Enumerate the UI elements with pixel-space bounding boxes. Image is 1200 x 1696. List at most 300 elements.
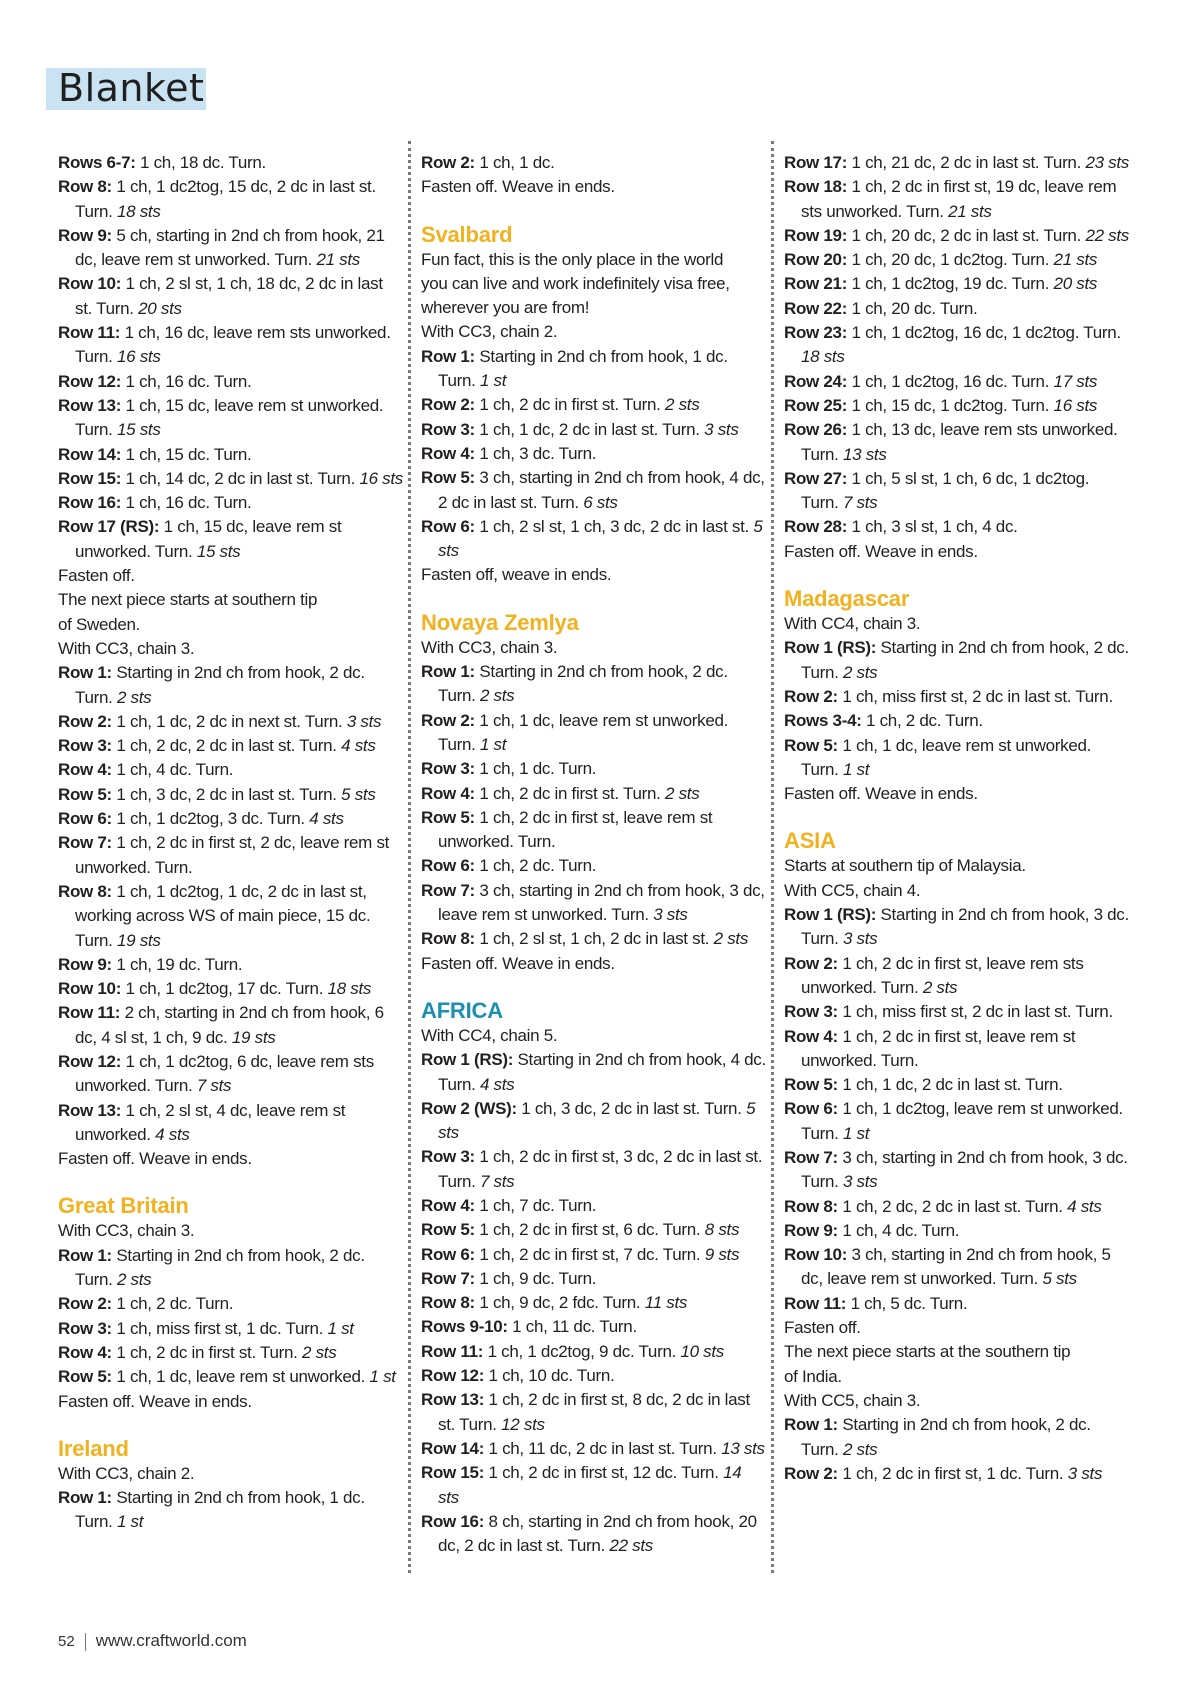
row-label: Row 8:: [58, 177, 112, 197]
instruction-text: With CC3, chain 3.: [58, 1221, 195, 1241]
pattern-row: [784, 272, 1129, 296]
pattern-row: [58, 515, 403, 564]
pattern-row: [421, 515, 766, 564]
pattern-row: [421, 1388, 766, 1437]
stitch-count: 1 st: [842, 1123, 870, 1143]
instruction-text: With CC5, chain 4.: [784, 880, 921, 900]
stitch-count: 12 sts: [501, 1414, 545, 1434]
row-instruction: 1 ch, 2 dc in first st, leave rem st unworked. Turn.: [801, 1026, 1076, 1070]
row-instruction: Starting in 2nd ch from hook, 2 dc. Turn.: [801, 638, 1129, 682]
row-instruction: 1 ch, 1 dc, 2 dc in next st. Turn.: [111, 711, 347, 731]
pattern-row: [58, 467, 403, 491]
row-instruction: 1 ch, 2 dc in first st, 2 dc, leave rem st unworked. Turn.: [75, 833, 390, 877]
row-label: Row 5:: [58, 1367, 112, 1387]
row-label: Row 5:: [784, 735, 838, 755]
instruction-text: Fasten off. Weave in ends.: [421, 953, 615, 973]
row-instruction: Starting in 2nd ch from hook, 1 dc. Turn.: [75, 1488, 365, 1532]
pattern-row: [784, 175, 1129, 224]
stitch-count: 21 sts: [948, 201, 992, 221]
row-instruction: 5 ch, starting in 2nd ch from hook, 21 dc, leave rem st unworked. Turn.: [75, 225, 385, 270]
row-instruction: 1 ch, 2 dc, 2 dc in last st. Turn.: [837, 1196, 1068, 1216]
stitch-count: 1 st: [116, 1512, 144, 1532]
row-instruction: 1 ch, 2 dc in first st. Turn.: [474, 395, 665, 415]
stitch-count: 18 sts: [801, 347, 845, 367]
pattern-row: [58, 758, 403, 782]
row-label: Row 24:: [784, 371, 848, 391]
row-label: Rows 3-4:: [784, 711, 862, 731]
pattern-row: [421, 1437, 766, 1461]
pattern-row: [421, 709, 766, 758]
row-instruction: 1 ch, 2 dc in first st, leave rem sts unworked. Turn.: [801, 953, 1084, 997]
pattern-row: [421, 393, 766, 417]
row-label: Row 7:: [421, 1268, 475, 1288]
pattern-row: [784, 1146, 1129, 1195]
instruction-text: Fasten off.: [784, 1318, 861, 1338]
instruction-text: The next piece starts at southern tip: [58, 590, 318, 610]
row-instruction: 1 ch, 2 dc in first st, 7 dc. Turn.: [474, 1244, 705, 1264]
row-instruction: 1 ch, 2 dc in first st, leave rem st unworked. Turn.: [438, 807, 713, 852]
row-label: Row 13:: [58, 395, 122, 415]
row-label: Row 1:: [58, 1245, 112, 1265]
pattern-row: [784, 515, 1129, 539]
pattern-row: [58, 734, 403, 758]
row-instruction: 1 ch, 2 dc in first st, 6 dc. Turn.: [474, 1220, 705, 1240]
stitch-count: 4 sts: [341, 736, 376, 756]
page-footer: [58, 1630, 247, 1653]
instruction-text: Fasten off. Weave in ends.: [784, 541, 978, 561]
row-label: Row 11:: [421, 1341, 484, 1361]
pattern-row: [58, 443, 403, 467]
pattern-column-2: [421, 151, 766, 1558]
section-heading: Madagascar: [784, 586, 910, 612]
row-instruction: 1 ch, 11 dc. Turn.: [507, 1317, 637, 1337]
row-instruction: 1 ch, 2 sl st, 4 dc, leave rem st unworked.: [75, 1100, 346, 1144]
stitch-count: 3 sts: [653, 905, 688, 925]
pattern-row: [421, 1510, 766, 1559]
row-instruction: 1 ch, 1 dc, 2 dc in last st. Turn.: [474, 419, 705, 439]
row-label: Row 15:: [421, 1463, 485, 1483]
pattern-row: [58, 491, 403, 515]
pattern-row: [784, 685, 1129, 709]
row-label: Row 14:: [421, 1438, 485, 1458]
instruction-text: Fasten off. Weave in ends.: [58, 1149, 252, 1169]
instruction-text: Fasten off. Weave in ends.: [784, 784, 978, 804]
pattern-row: [58, 175, 403, 224]
pattern-row: [58, 1099, 403, 1148]
row-instruction: 1 ch, 15 dc, 1 dc2tog. Turn.: [847, 395, 1054, 415]
stitch-count: 7 sts: [842, 493, 878, 513]
stitch-count: 7 sts: [479, 1171, 515, 1191]
row-label: Row 1:: [421, 346, 475, 366]
instruction-text: Starts at southern tip of Malaysia.: [784, 856, 1026, 876]
row-instruction: 1 ch, 2 dc. Turn.: [474, 856, 597, 876]
row-label: Row 4:: [421, 443, 475, 463]
row-instruction: 1 ch, 1 dc2tog, 15 dc, 2 dc in last st. Turn.: [75, 177, 376, 221]
row-label: Row 17 (RS):: [58, 517, 160, 537]
row-instruction: Starting in 2nd ch from hook, 1 dc. Turn.: [438, 346, 728, 391]
row-label: Row 4:: [421, 1195, 475, 1215]
row-instruction: 1 ch, 3 dc, 2 dc in last st. Turn.: [516, 1098, 747, 1118]
stitch-count: 22 sts: [1085, 225, 1129, 245]
stitch-count: 1 st: [327, 1318, 354, 1338]
pattern-row: [784, 224, 1129, 248]
stitch-count: 2 sts: [713, 929, 749, 949]
row-instruction: 1 ch, 5 sl st, 1 ch, 6 dc, 1 dc2tog. Turn.: [801, 468, 1090, 513]
stitch-count: 2 sts: [842, 662, 878, 682]
row-instruction: 1 ch, 2 sl st, 1 ch, 3 dc, 2 dc in last st.: [474, 516, 754, 536]
stitch-count: 13 sts: [721, 1438, 765, 1458]
instruction-text: of Sweden.: [58, 614, 141, 634]
row-instruction: 1 ch, 2 dc in first st, 19 dc, leave rem sts unworked. Turn.: [801, 177, 1117, 221]
stitch-count: 18 sts: [327, 979, 372, 999]
row-instruction: 1 ch, 16 dc. Turn.: [121, 493, 252, 513]
row-label: Row 3:: [421, 759, 475, 779]
row-label: Row 8:: [58, 881, 112, 901]
pattern-row: [421, 418, 766, 442]
row-instruction: 1 ch, 2 dc in first st, 12 dc. Turn.: [484, 1463, 724, 1483]
pattern-row: [58, 1001, 403, 1050]
row-label: Row 11:: [784, 1293, 847, 1313]
row-instruction: 1 ch, 1 dc, leave rem st unworked. Turn.: [438, 710, 729, 754]
pattern-row: [58, 321, 403, 370]
row-label: Row 1:: [784, 1415, 838, 1435]
instruction-text: Fasten off.: [58, 566, 135, 586]
instruction-text: Fasten off, weave in ends.: [421, 565, 612, 585]
pattern-row: [784, 467, 1129, 516]
pattern-row: [58, 1292, 403, 1316]
instruction-text: With CC3, chain 3.: [58, 638, 195, 658]
row-label: Row 6:: [421, 516, 475, 536]
instruction-text: you can live and work indefinitely visa free,: [421, 273, 730, 293]
stitch-count: 16 sts: [116, 347, 161, 367]
stitch-count: 6 sts: [583, 492, 618, 512]
row-label: Row 27:: [784, 468, 848, 488]
row-label: Row 6:: [784, 1099, 838, 1119]
pattern-row: [784, 1073, 1129, 1097]
row-label: Row 12:: [58, 1051, 122, 1071]
stitch-count: 1 st: [369, 1367, 396, 1387]
row-instruction: 1 ch, 2 dc in first st. Turn.: [111, 1342, 302, 1362]
instruction-text: With CC5, chain 3.: [784, 1390, 921, 1410]
row-label: Row 1 (RS):: [421, 1050, 514, 1070]
instruction-text: With CC4, chain 5.: [421, 1025, 558, 1045]
pattern-row: [421, 1194, 766, 1218]
row-label: Row 10:: [58, 979, 122, 999]
row-instruction: 1 ch, 1 dc2tog, 1 dc, 2 dc in last st, working across WS of main piece, 15 dc. Turn.: [75, 881, 371, 950]
pattern-row: [421, 1364, 766, 1388]
row-label: Row 17:: [784, 153, 848, 172]
instruction-text: With CC3, chain 2.: [421, 322, 558, 342]
pattern-row: [784, 734, 1129, 783]
row-instruction: Starting in 2nd ch from hook, 2 dc. Turn.: [75, 1245, 365, 1290]
row-instruction: 1 ch, 1 dc, leave rem st unworked. Turn.: [801, 735, 1092, 779]
row-label: Row 11:: [58, 323, 121, 343]
row-label: Row 18:: [784, 177, 848, 197]
row-instruction: 1 ch, 15 dc, leave rem st unworked. Turn.: [75, 517, 342, 561]
row-instruction: 3 ch, starting in 2nd ch from hook, 4 dc, 2 dc in last st. Turn.: [438, 468, 765, 512]
pattern-row: [58, 880, 403, 953]
pattern-row: [421, 879, 766, 928]
pattern-row: [58, 807, 403, 831]
row-label: Row 13:: [58, 1100, 122, 1120]
stitch-count: 11 sts: [644, 1293, 688, 1313]
pattern-row: [58, 661, 403, 710]
row-instruction: 1 ch, 1 dc2tog, 6 dc, leave rem sts unworked. Turn.: [75, 1051, 374, 1096]
row-label: Row 1 (RS):: [784, 905, 877, 925]
stitch-count: 4 sts: [155, 1124, 190, 1144]
pattern-row: [784, 952, 1129, 1001]
page-title: Blanket: [58, 66, 205, 110]
stitch-count: 5 sts: [438, 1098, 756, 1143]
row-instruction: 1 ch, 15 dc, leave rem st unworked. Turn.: [75, 395, 384, 440]
section-heading: Great Britain: [58, 1193, 189, 1219]
row-label: Row 2:: [421, 153, 475, 172]
row-label: Row 9:: [784, 1220, 838, 1240]
row-instruction: 1 ch, 4 dc. Turn.: [837, 1220, 960, 1240]
row-label: Row 8:: [421, 1293, 475, 1313]
pattern-row: [58, 224, 403, 273]
row-instruction: 1 ch, 2 dc in first st, 8 dc, 2 dc in last st. Turn.: [438, 1390, 750, 1434]
row-instruction: 1 ch, 1 dc.: [474, 153, 555, 172]
row-label: Row 3:: [421, 419, 475, 439]
row-label: Row 14:: [58, 444, 122, 464]
row-label: Row 5:: [421, 468, 475, 488]
pattern-row: [784, 1000, 1129, 1024]
stitch-count: 19 sts: [231, 1027, 276, 1047]
stitch-count: 2 sts: [665, 783, 700, 803]
row-instruction: 1 ch, 7 dc. Turn.: [474, 1195, 597, 1215]
stitch-count: 13 sts: [842, 444, 887, 464]
pattern-row: [421, 1243, 766, 1267]
row-label: Row 9:: [58, 954, 112, 974]
row-label: Row 5:: [784, 1075, 838, 1095]
pattern-row: [784, 1219, 1129, 1243]
row-instruction: 1 ch, 20 dc, 1 dc2tog. Turn.: [847, 250, 1054, 270]
pattern-row: [421, 757, 766, 781]
pattern-row: [784, 1462, 1129, 1486]
pattern-row: [784, 248, 1129, 272]
stitch-count: 3 sts: [346, 711, 382, 731]
row-instruction: Starting in 2nd ch from hook, 2 dc. Turn.: [75, 663, 365, 707]
stitch-count: 14 sts: [438, 1463, 742, 1507]
instruction-text: Fasten off. Weave in ends.: [421, 177, 615, 197]
stitch-count: 5 sts: [1042, 1269, 1077, 1289]
row-label: Row 2:: [421, 395, 475, 415]
stitch-count: 17 sts: [1053, 371, 1098, 391]
row-label: Row 11:: [58, 1003, 121, 1023]
section-heading: Svalbard: [421, 221, 513, 247]
row-label: Row 3:: [784, 1002, 838, 1022]
pattern-row: [784, 1292, 1129, 1316]
row-label: Rows 6-7:: [58, 153, 136, 172]
stitch-count: 5 sts: [341, 784, 376, 804]
pattern-row: [58, 831, 403, 880]
row-instruction: 1 ch, 19 dc. Turn.: [111, 954, 243, 974]
row-label: Row 13:: [421, 1390, 485, 1410]
row-label: Row 1 (RS):: [784, 638, 877, 658]
row-label: Row 5:: [421, 807, 475, 827]
row-label: Row 3:: [58, 736, 112, 756]
stitch-count: 2 sts: [116, 1270, 152, 1290]
pattern-row: [421, 927, 766, 951]
pattern-row: [421, 1048, 766, 1097]
row-label: Row 7:: [784, 1147, 838, 1167]
pattern-row: [421, 782, 766, 806]
instruction-text: of India.: [784, 1366, 842, 1386]
pattern-column-3: [784, 151, 1129, 1486]
row-instruction: 1 ch, 9 dc. Turn.: [474, 1268, 597, 1288]
page-number: 52: [58, 1633, 75, 1650]
row-instruction: 1 ch, 13 dc, leave rem sts unworked. Turn.: [801, 420, 1118, 464]
row-instruction: 1 ch, miss first st, 1 dc. Turn.: [111, 1318, 328, 1338]
row-label: Row 16:: [58, 493, 122, 513]
row-label: Row 12:: [58, 371, 122, 391]
row-label: Row 2:: [421, 710, 475, 730]
pattern-column-1: [58, 151, 403, 1535]
pattern-row: [58, 151, 403, 175]
stitch-count: 2 sts: [302, 1342, 337, 1362]
pattern-row: [421, 660, 766, 709]
pattern-row: [784, 321, 1129, 370]
row-instruction: 1 ch, 2 dc in first st, 3 dc, 2 dc in last st. Turn.: [438, 1147, 763, 1191]
stitch-count: 4 sts: [309, 809, 344, 829]
row-instruction: 1 ch, 15 dc. Turn.: [121, 444, 252, 464]
pattern-row: [421, 1461, 766, 1510]
stitch-count: 20 sts: [1053, 274, 1098, 294]
stitch-count: 3 sts: [842, 929, 878, 949]
row-label: Row 15:: [58, 468, 122, 488]
section-heading: Novaya Zemlya: [421, 609, 579, 635]
stitch-count: 20 sts: [138, 298, 182, 318]
row-instruction: 1 ch, 20 dc. Turn.: [847, 298, 978, 318]
column-divider: [408, 141, 411, 1573]
row-instruction: 1 ch, 1 dc, 2 dc in last st. Turn.: [837, 1075, 1063, 1095]
row-instruction: 1 ch, 2 sl st, 1 ch, 2 dc in last st.: [474, 929, 714, 949]
row-label: Row 7:: [58, 833, 112, 853]
stitch-count: 2 sts: [665, 395, 700, 415]
row-label: Row 21:: [784, 274, 848, 294]
row-instruction: 1 ch, 2 dc. Turn.: [111, 1294, 234, 1314]
row-instruction: Starting in 2nd ch from hook, 3 dc. Turn.: [801, 905, 1129, 949]
pattern-row: [58, 1365, 403, 1389]
pattern-row: [421, 1097, 766, 1146]
row-label: Rows 9-10:: [421, 1317, 508, 1337]
pattern-row: [58, 1341, 403, 1365]
row-instruction: 1 ch, 1 dc2tog, 19 dc. Turn.: [847, 274, 1054, 294]
row-label: Row 8:: [421, 929, 475, 949]
stitch-count: 3 sts: [842, 1172, 878, 1192]
pattern-row: [58, 1317, 403, 1341]
row-instruction: 1 ch, 3 dc, 2 dc in last st. Turn.: [111, 784, 342, 804]
instruction-text: The next piece starts at the southern tip: [784, 1342, 1071, 1362]
pattern-row: [421, 1218, 766, 1242]
row-instruction: Starting in 2nd ch from hook, 2 dc. Turn.: [801, 1415, 1091, 1459]
pattern-row: [58, 710, 403, 734]
instruction-text: wherever you are from!: [421, 298, 590, 318]
pattern-row: [421, 1340, 766, 1364]
row-label: Row 1:: [421, 662, 475, 682]
row-label: Row 28:: [784, 517, 848, 537]
pattern-row: [58, 394, 403, 443]
row-label: Row 6:: [58, 809, 112, 829]
row-label: Row 9:: [58, 225, 112, 245]
row-label: Row 2:: [784, 1463, 838, 1483]
row-instruction: 1 ch, 2 dc, 2 dc in last st. Turn.: [111, 736, 342, 756]
row-label: Row 10:: [784, 1245, 848, 1265]
instruction-text: With CC4, chain 3.: [784, 614, 921, 634]
stitch-count: 19 sts: [116, 930, 161, 950]
row-label: Row 2:: [58, 711, 112, 731]
row-instruction: 1 ch, 21 dc, 2 dc in last st. Turn.: [847, 153, 1086, 172]
stitch-count: 1 st: [479, 371, 507, 391]
pattern-row: [784, 297, 1129, 321]
row-instruction: 1 ch, 1 dc2tog, 3 dc. Turn.: [111, 809, 310, 829]
row-instruction: Starting in 2nd ch from hook, 2 dc. Turn.: [438, 662, 728, 706]
stitch-count: 22 sts: [609, 1536, 653, 1556]
pattern-row: [421, 854, 766, 878]
row-label: Row 6:: [421, 1244, 475, 1264]
row-instruction: 1 ch, 16 dc. Turn.: [121, 371, 252, 391]
row-instruction: 1 ch, 3 dc. Turn.: [474, 443, 597, 463]
row-instruction: 1 ch, 1 dc2tog, 17 dc. Turn.: [121, 979, 328, 999]
stitch-count: 16 sts: [359, 468, 403, 488]
row-instruction: 1 ch, 3 sl st, 1 ch, 4 dc.: [847, 517, 1018, 537]
instruction-text: With CC3, chain 2.: [58, 1463, 195, 1483]
row-label: Row 16:: [421, 1511, 485, 1531]
row-instruction: 1 ch, 11 dc, 2 dc in last st. Turn.: [484, 1438, 722, 1458]
pattern-row: [58, 783, 403, 807]
footer-separator: [85, 1633, 86, 1651]
row-instruction: 2 ch, starting in 2nd ch from hook, 6 dc, 4 sl st, 1 ch, 9 dc.: [75, 1003, 384, 1047]
stitch-count: 3 sts: [704, 419, 739, 439]
stitch-count: 2 sts: [842, 1439, 878, 1459]
stitch-count: 5 sts: [438, 516, 763, 561]
row-instruction: 1 ch, 4 dc. Turn.: [111, 760, 234, 780]
pattern-row: [784, 1097, 1129, 1146]
stitch-count: 15 sts: [116, 420, 161, 440]
section-heading: ASIA: [784, 828, 836, 854]
stitch-count: 15 sts: [196, 541, 241, 561]
pattern-row: [421, 1291, 766, 1315]
row-label: Row 22:: [784, 298, 848, 318]
row-label: Row 6:: [421, 856, 475, 876]
row-instruction: 3 ch, starting in 2nd ch from hook, 3 dc, leave rem st unworked. Turn.: [438, 880, 765, 925]
pattern-row: [58, 272, 403, 321]
row-instruction: 1 ch, 14 dc, 2 dc in last st. Turn.: [121, 468, 360, 488]
stitch-count: 1 st: [479, 734, 507, 754]
pattern-row: [784, 394, 1129, 418]
row-instruction: 1 ch, 9 dc, 2 fdc. Turn.: [474, 1293, 645, 1313]
pattern-row: [784, 370, 1129, 394]
stitch-count: 2 sts: [479, 686, 515, 706]
pattern-row: [58, 1244, 403, 1293]
row-label: Row 25:: [784, 395, 848, 415]
row-instruction: 1 ch, 18 dc. Turn.: [135, 153, 266, 172]
row-label: Row 3:: [58, 1318, 112, 1338]
row-label: Row 26:: [784, 420, 848, 440]
stitch-count: 21 sts: [316, 250, 360, 270]
pattern-row: [421, 1145, 766, 1194]
row-instruction: 1 ch, 2 sl st, 1 ch, 18 dc, 2 dc in last st. Turn.: [75, 274, 383, 318]
stitch-count: 16 sts: [1053, 395, 1098, 415]
row-instruction: 8 ch, starting in 2nd ch from hook, 20 dc, 2 dc in last st. Turn.: [438, 1511, 757, 1556]
pattern-row: [421, 1267, 766, 1291]
row-instruction: 1 ch, 2 dc in first st, 1 dc. Turn.: [837, 1463, 1068, 1483]
row-label: Row 23:: [784, 323, 848, 343]
stitch-count: 21 sts: [1053, 250, 1098, 270]
row-instruction: 1 ch, miss first st, 2 dc in last st. Turn.: [837, 686, 1113, 706]
pattern-row: [58, 953, 403, 977]
